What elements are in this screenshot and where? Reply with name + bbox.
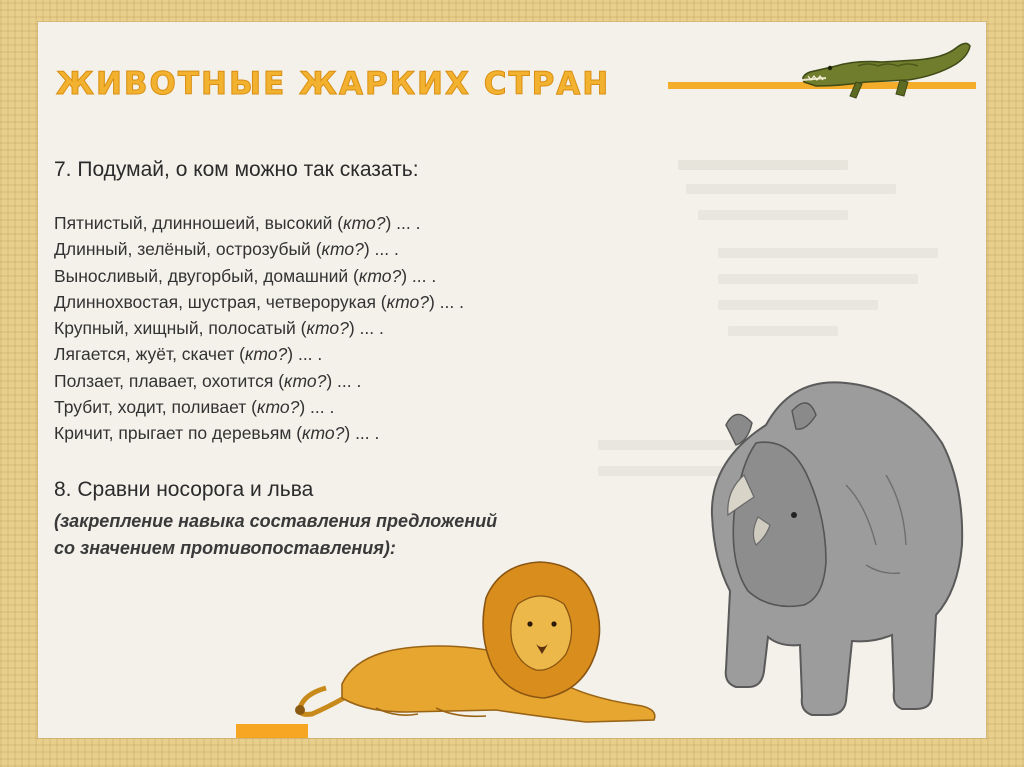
riddle-ellipsis: ... . [396,213,421,233]
riddle-ellipsis: ... . [359,318,384,339]
faint-background-text [698,210,848,220]
page-title: ЖИВОТНЫЕ ЖАРКИХ СТРАН [56,66,611,102]
task-7-heading: 7. Подумай, о ком можно так сказать: [54,158,419,181]
lion-icon [286,558,666,726]
list-item: Кричит, прыгает по деревьям (кто?) ... . [54,423,380,444]
riddle-text: Длиннохвостая, шустрая, четверорукая [54,291,376,312]
list-item: Трубит, ходит, поливает (кто?) ... . [54,397,335,418]
list-item: Ползает, плавает, охотится (кто?) ... . [54,370,362,391]
riddle-text: Крупный, хищный, полосатый [54,318,296,339]
riddle-text: Ползает, плавает, охотится [54,370,274,391]
question-word: кто? [343,213,386,233]
slide [38,22,986,738]
riddle-text: Кричит, прыгает по деревьям [54,423,292,444]
riddle-ellipsis: ... . [374,239,399,260]
riddle-text: Трубит, ходит, поливает [54,397,247,418]
riddle-ellipsis: ... . [297,344,323,365]
faint-background-text [678,160,848,170]
riddle-ellipsis: ... . [439,291,464,312]
task-8-note-line-2: со значением противопоставления): [54,538,396,558]
faint-background-text [718,300,878,310]
riddle-text: Пятнистый, длинношеий, высокий [54,213,333,233]
list-item: Длинный, зелёный, острозубый (кто?) ... . [54,239,399,260]
task-8-note-line-1: (закрепление навыка составления предложений [54,511,498,531]
riddle-text: Лягается, жуёт, скачет [54,344,235,365]
riddle-text: Выносливый, двугорбый, домашний [54,265,349,286]
riddle-ellipsis: ... . [337,370,362,391]
page-tab-marker [236,724,308,738]
faint-background-text [728,326,838,336]
riddle-ellipsis: ... . [310,397,335,418]
rhinoceros-icon [696,365,970,727]
list-item: Крупный, хищный, полосатый (кто?) ... . [54,318,384,339]
riddle-text: Длинный, зелёный, острозубый [54,239,311,260]
question-word: кто? [386,291,429,312]
crocodile-icon [796,30,974,108]
question-word: кто? [321,239,364,260]
list-item: Лягается, жуёт, скачет (кто?) ... . [54,344,323,365]
task-8-heading: 8. Сравни носорога и льва [54,478,314,501]
question-word: кто? [257,397,300,418]
question-word: кто? [306,318,349,339]
question-word: кто? [358,265,402,286]
list-item: Пятнистый, длинношеий, высокий (кто?) ... . [54,213,421,233]
question-word: кто? [244,344,288,365]
faint-background-text [718,274,918,284]
question-word: кто? [284,370,327,391]
list-item: Длиннохвостая, шустрая, четверорукая (кто?) ... . [54,291,464,312]
riddle-list [54,210,614,447]
task-8-note [54,508,497,562]
riddle-ellipsis: ... . [355,423,380,444]
riddle-ellipsis: ... . [411,265,437,286]
faint-background-text [718,248,938,258]
faint-background-text [686,184,896,194]
list-item: Выносливый, двугорбый, домашний (кто?) ... . [54,265,437,286]
question-word: кто? [302,423,345,444]
